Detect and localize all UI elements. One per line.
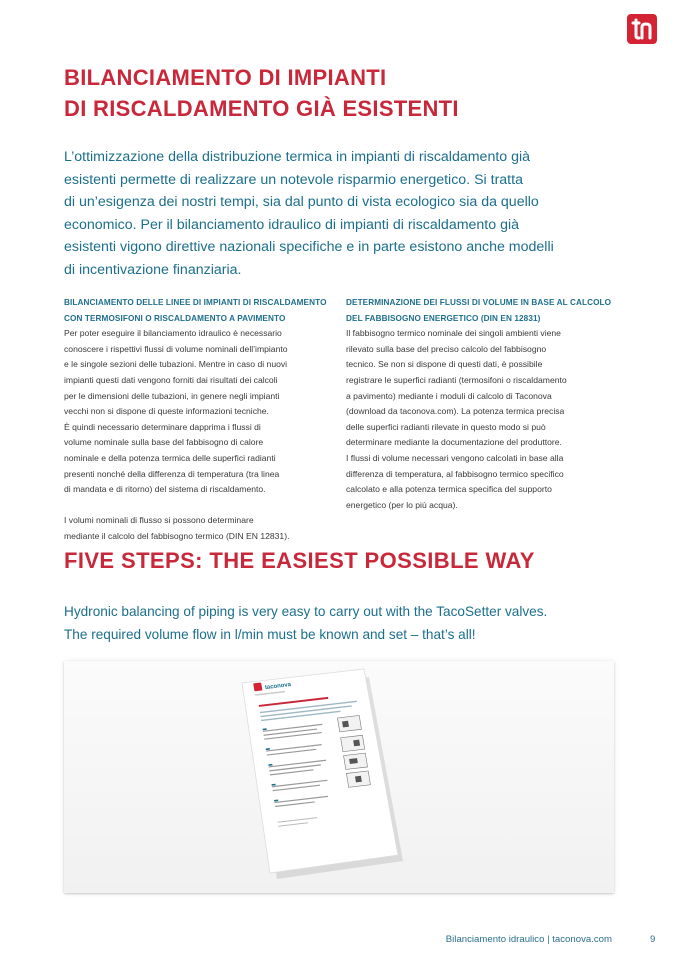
left-line: impianti questi dati vengono forniti dai risultati dei calcoli (64, 374, 278, 385)
footer-text: Bilanciamento idraulico | taconova.com (445, 934, 612, 945)
section-intro-line: Hydronic balancing of piping is very easy to carry out with the TacoSetter valves. (64, 604, 548, 619)
right-line: Il fabbisogno termico nominale dei singoli ambienti viene (346, 328, 561, 339)
left-line: nominale e della potenza termica delle superfici radianti (64, 452, 276, 463)
left-column-heading (64, 295, 336, 326)
section-intro-line: The required volume flow in l/min must be known and set – that’s all! (64, 626, 476, 642)
left-line: presenti nonché della differenza di temperatura (tra linea (64, 468, 280, 479)
left-line: vecchi non si dispone di queste informazioni tecniche. (64, 406, 269, 417)
left-line: Per poter eseguire il bilanciamento idraulico è necessario (64, 328, 282, 339)
page-number: 9 (650, 934, 656, 945)
intro-line: esistenti permette di realizzare un notevole risparmio energetico. Si tratta (64, 171, 523, 188)
right-column-heading (346, 295, 618, 326)
right-line: registrare le superfici radianti (termosifoni o riscaldamento (346, 374, 567, 385)
left-column (64, 295, 336, 545)
intro-paragraph (64, 146, 624, 282)
left-line: È quindi necessario determinare dapprima i flussi di (64, 421, 261, 432)
intro-line: economico. Per il bilanciamento idraulico di impianti di riscaldamento già (64, 216, 520, 233)
right-line: I flussi di volume necessari vengono calcolati in base alla (346, 452, 564, 463)
page-title (64, 62, 624, 124)
left-line: conoscere i rispettivi flussi di volume nominali dell’impianto (64, 343, 288, 354)
left-line: mediante il calcolo del fabbisogno termico (DIN EN 12831). (64, 530, 290, 541)
right-line: differenza di temperatura, al fabbisogno termico specifico (346, 468, 564, 479)
right-heading-line: DEL FABBISOGNO ENERGETICO (DIN EN 12831) (346, 313, 541, 323)
right-heading-line: DETERMINAZIONE DEI FLUSSI DI VOLUME IN BASE AL CALCOLO (346, 298, 612, 307)
intro-line: di incentivazione finanziaria. (64, 261, 242, 278)
right-line: tecnico. Se non si dispone di questi dati, è possibile (346, 359, 543, 370)
right-line: (download da taconova.com). La potenza termica precisa (346, 406, 565, 417)
left-line: per le dimensioni delle tubazioni, in genere negli impianti (64, 390, 280, 401)
right-line: delle superfici radianti rilevate in questo modo si può (346, 421, 546, 432)
section-intro (64, 601, 644, 646)
right-column (346, 295, 618, 513)
section-title: FIVE STEPS: THE EASIEST POSSIBLE WAY (64, 548, 535, 573)
left-heading-line: CON TERMOSIFONI O RISCALDAMENTO A PAVIMENTO (64, 313, 286, 323)
left-line: I volumi nominali di flusso si possono determinare (64, 515, 254, 526)
right-line: calcolato e alla potenza termica specifica del supporto (346, 484, 552, 495)
right-column-paragraph (346, 326, 618, 513)
right-line: rilevato sulla base del preciso calcolo del fabbisogno (346, 343, 547, 354)
doc-logo-icon (253, 682, 262, 691)
document-figure (64, 661, 614, 893)
left-line: e le singole sezioni delle tubazioni. Mentre in caso di nuovi (64, 359, 288, 370)
taconova-logo (627, 14, 657, 44)
doc-brand-text: taconova (264, 682, 292, 692)
page-title-line: BILANCIAMENTO DI IMPIANTI (64, 65, 387, 90)
right-line: energetico (per lo più acqua). (346, 499, 458, 510)
document-illustration (64, 661, 614, 893)
left-line: volume nominale sulla base del fabbisogno di calore (64, 437, 264, 448)
left-column-paragraph-2 (64, 513, 336, 544)
taconova-logo-icon (627, 14, 657, 44)
right-line: determinare mediante la documentazione del produttore. (346, 437, 562, 448)
left-heading-line: BILANCIAMENTO DELLE LINEE DI IMPIANTI DI RISCALDAMENTO (64, 298, 327, 307)
page-title-line: DI RISCALDAMENTO GIÀ ESISTENTI (64, 96, 459, 121)
intro-line: esistenti vigono direttive nazionali specifiche e in parte esistono anche modelli (64, 239, 554, 256)
left-line: di mandata e di ritorno) del sistema di riscaldamento. (64, 484, 266, 495)
right-line: a pavimento) mediante i moduli di calcolo di Taconova (346, 390, 552, 401)
intro-line: di un’esigenza dei nostri tempi, sia dal punto di vista ecologico sia da quello (64, 194, 539, 211)
intro-line: L’ottimizzazione della distribuzione termica in impianti di riscaldamento già (64, 149, 531, 165)
left-column-paragraph (64, 326, 336, 498)
